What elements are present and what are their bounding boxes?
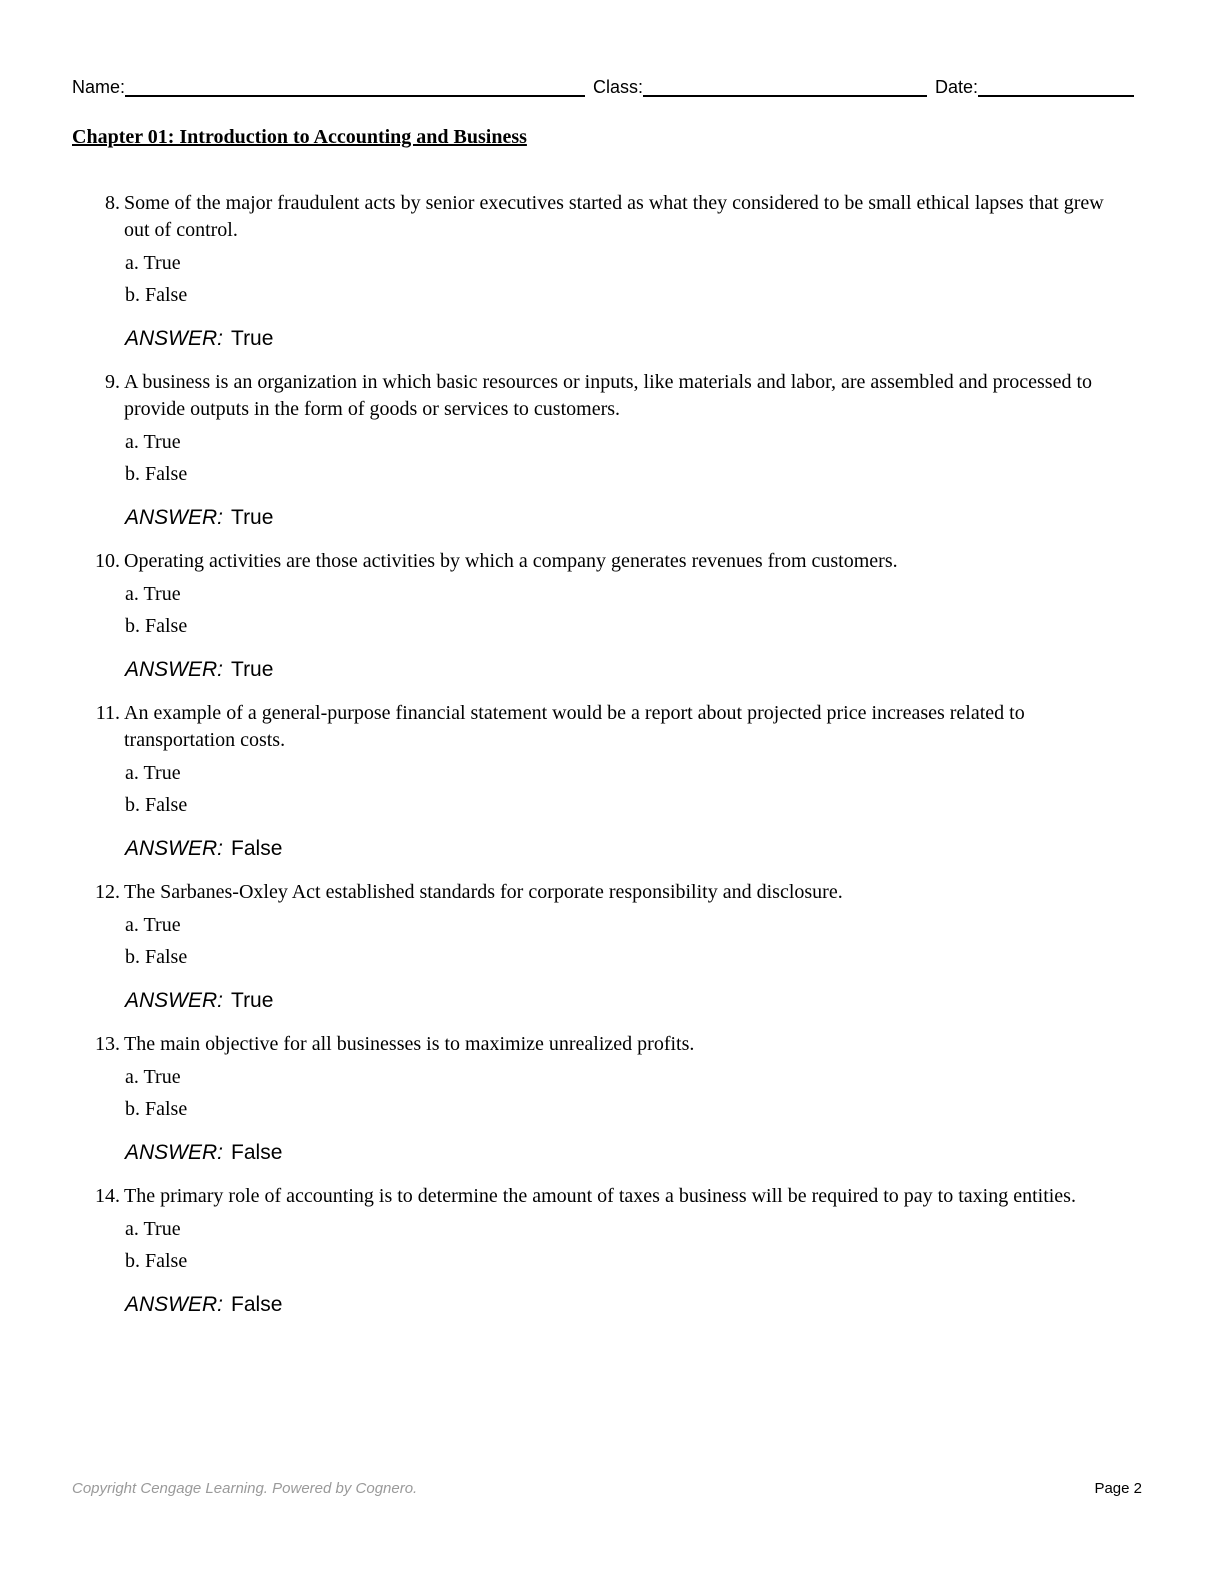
answer-line	[125, 1139, 1224, 1167]
answer-value: False	[231, 1141, 283, 1164]
answer-option: b. False	[125, 1250, 188, 1272]
answer-label: ANSWER:	[125, 658, 224, 681]
question-text: The primary role of accounting is to determine the amount of taxes a business will be required to pay to taxing entities.	[124, 1185, 1076, 1207]
question-text: A business is an organization in which basic resources or inputs, like materials and labor, are assembled and processed to provide outputs in the form of goods or services to customers.	[124, 371, 1093, 420]
question-item	[0, 1031, 1224, 1167]
class-blank-line	[643, 75, 927, 97]
answer-option: b. False	[125, 1098, 188, 1120]
question-item	[0, 190, 1224, 353]
answer-option: b. False	[125, 794, 188, 816]
question-list	[0, 190, 1224, 1335]
answer-options	[125, 578, 1224, 642]
answer-options	[125, 1061, 1224, 1125]
question-text: Some of the major fraudulent acts by senior executives started as what they considered to be small ethical lapses that grew out of control.	[124, 192, 1104, 241]
answer-label: ANSWER:	[125, 837, 224, 860]
question-item	[0, 548, 1224, 684]
question-item	[0, 879, 1224, 1015]
answer-option: a. True	[125, 431, 181, 453]
answer-label: ANSWER:	[125, 989, 224, 1012]
answer-line	[125, 504, 1224, 532]
question-text: The Sarbanes-Oxley Act established standards for corporate responsibility and disclosure.	[124, 881, 843, 903]
question-item	[0, 700, 1224, 863]
answer-options	[125, 909, 1224, 973]
answer-line	[125, 656, 1224, 684]
answer-value: False	[231, 837, 283, 860]
answer-line	[125, 1291, 1224, 1319]
date-blank-line	[978, 75, 1134, 97]
class-label: Class:	[593, 77, 644, 97]
answer-value: False	[231, 1293, 283, 1316]
question-text: The main objective for all businesses is to maximize unrealized profits.	[124, 1033, 695, 1055]
answer-option: a. True	[125, 252, 181, 274]
question-number: 11.	[95, 702, 120, 724]
chapter-title: Chapter 01: Introduction to Accounting and Business	[72, 126, 527, 148]
copyright-footer: Copyright Cengage Learning. Powered by Cognero.	[72, 1480, 418, 1497]
answer-label: ANSWER:	[125, 1293, 224, 1316]
question-text: An example of a general-purpose financial statement would be a report about projected price increases related to transportation costs.	[124, 702, 1025, 751]
answer-option: b. False	[125, 463, 188, 485]
answer-value: True	[231, 989, 274, 1012]
answer-value: True	[231, 658, 274, 681]
question-number: 14.	[95, 1185, 120, 1207]
question-number: 9.	[105, 371, 120, 393]
question-number: 12.	[95, 881, 120, 903]
name-blank-line	[125, 75, 585, 97]
date-label: Date:	[935, 77, 979, 97]
answer-label: ANSWER:	[125, 506, 224, 529]
page-number: Page 2	[1094, 1480, 1142, 1497]
answer-line	[125, 987, 1224, 1015]
answer-option: a. True	[125, 583, 181, 605]
answer-value: True	[231, 506, 274, 529]
answer-option: b. False	[125, 946, 188, 968]
question-number: 13.	[95, 1033, 120, 1055]
question-item	[0, 369, 1224, 532]
answer-label: ANSWER:	[125, 327, 224, 350]
answer-line	[125, 325, 1224, 353]
answer-option: a. True	[125, 762, 181, 784]
answer-line	[125, 835, 1224, 863]
student-info-header	[72, 72, 1142, 98]
answer-label: ANSWER:	[125, 1141, 224, 1164]
answer-option: a. True	[125, 1218, 181, 1240]
question-text: Operating activities are those activities by which a company generates revenues from customers.	[124, 550, 898, 572]
answer-options	[125, 426, 1224, 490]
question-number: 8.	[105, 192, 120, 214]
answer-option: a. True	[125, 1066, 181, 1088]
answer-option: b. False	[125, 284, 188, 306]
answer-value: True	[231, 327, 274, 350]
answer-options	[125, 247, 1224, 311]
answer-option: b. False	[125, 615, 188, 637]
answer-options	[125, 757, 1224, 821]
name-label: Name:	[72, 77, 126, 97]
answer-options	[125, 1213, 1224, 1277]
answer-option: a. True	[125, 914, 181, 936]
question-item	[0, 1183, 1224, 1319]
question-number: 10.	[95, 550, 120, 572]
